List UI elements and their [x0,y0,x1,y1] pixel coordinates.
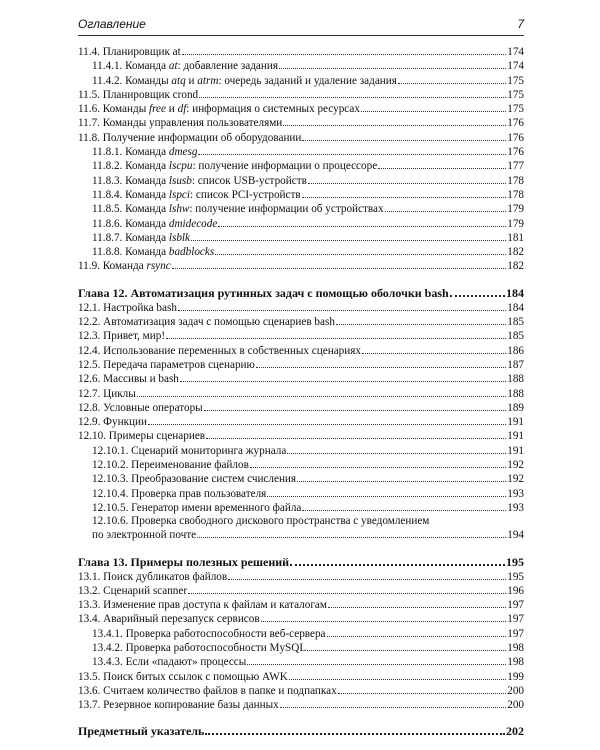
toc-leader [287,453,506,454]
toc-entry[interactable] [78,401,524,415]
toc-entry-title: Планировщик at [102,46,181,58]
toc-page-number: 191 [507,430,524,443]
toc-entry[interactable] [78,88,524,102]
toc-leader [302,140,506,141]
toc-entry[interactable] [78,174,524,188]
toc-entry[interactable] [78,684,524,698]
toc-leader [327,636,507,637]
toc-leader [338,693,506,694]
header-rule [78,35,524,36]
toc-entry-title-mid: и [166,103,178,116]
toc-entry-number: 11.8.1. [92,146,123,159]
toc-leader [398,83,506,84]
toc-page-number: 175 [507,88,524,101]
toc-entry[interactable] [78,387,524,401]
toc-entry[interactable] [78,344,524,358]
toc-entry-command: atrm [197,74,219,87]
toc-entry[interactable] [78,515,524,528]
toc-entry-title: Передача параметров сценарию [103,358,255,371]
toc-entry-title-suffix: : очередь заданий и удаление задания [218,74,397,87]
toc-page-number: 189 [507,401,524,414]
toc-page-number: 192 [507,473,524,486]
toc-page-number: 176 [507,146,524,159]
toc-leader [336,324,506,325]
toc-page-number: 200 [507,684,524,697]
toc-entry-command: rsync [146,260,171,273]
toc-page-number: 188 [507,387,524,400]
toc-entry-title-prefix: Команды [125,74,172,87]
toc-entry-title-mid: и [185,74,198,87]
toc-entry[interactable] [78,472,524,486]
toc-entry[interactable] [78,329,524,343]
toc-entry[interactable] [78,301,524,315]
toc-leader [450,295,505,297]
toc-entry[interactable] [78,570,524,584]
toc-page-number: 175 [507,74,524,87]
toc-page-number: 197 [507,613,524,626]
toc-page-number: 185 [507,330,524,343]
toc-page-number: 192 [507,459,524,472]
toc-entry-number: 11.5. [78,88,100,101]
toc-entry-number: 13.3. [78,599,101,612]
toc-leader [385,211,507,212]
toc-entry[interactable] [78,231,524,245]
toc-entry-title: Настройка bash [103,301,177,314]
toc-entry-title: Проверка свободного дискового пространства с уведомлением [131,515,430,528]
toc-leader [378,168,506,169]
toc-entry-command: lsusb [168,174,192,187]
toc-entry-command: lsblk [168,231,190,244]
toc-page-number: 195 [506,554,524,569]
toc-entry-number: 12.5. [78,358,101,371]
header-title: Оглавление [78,17,146,31]
toc-leader [198,154,506,155]
toc-entry[interactable] [78,372,524,386]
toc-entry-title-suffix: : получение информации о процессоре [192,160,378,173]
toc-leader [308,183,506,184]
toc-leader [361,111,506,112]
toc-leader [261,621,507,622]
toc-index[interactable] [78,723,524,739]
toc-entry-title: Сценарий scanner [103,584,188,597]
toc-page-number: 196 [507,584,524,597]
toc-leader [280,707,507,708]
toc-entry-title: Преобразование систем счисления [131,473,297,486]
toc-page-number: 199 [507,670,524,683]
toc-page-number: 198 [507,641,524,654]
toc-entry-title: Сценарий мониторинга журнала [131,444,287,457]
toc-page-number: 193 [507,501,524,514]
toc-entry-command: free [149,103,166,116]
toc-entry-number: 11.4.2. [92,74,123,87]
toc-entry-title: Проверка прав пользователя [131,487,267,500]
toc-entry-title: Считаем количество файлов в папке и подпапках [103,684,337,697]
toc-entry-title-suffix: : список PCI-устройств [190,188,301,201]
toc-entry-title-prefix: Команда [125,217,169,230]
toc-entry-number: 12.6. [78,373,101,386]
toc-page-number: 195 [507,570,524,583]
toc-entry-command: atq [171,74,186,87]
toc-entry-command: lspci [168,188,190,201]
toc-chapter-title: Глава 13. Примеры полезных решений [78,554,290,569]
toc-entry-title: Проверка работоспособности MySQL [125,641,307,654]
toc-entry-number: 11.7. [78,117,100,130]
toc-entry-title-suffix: : информация о системных ресурсах [186,103,360,116]
table-of-contents [78,45,524,739]
toc-entry-number: 12.10.5. [92,501,129,514]
toc-entry[interactable] [78,259,524,273]
toc-leader [362,353,506,354]
toc-entry-number: 13.4.2. [92,641,123,654]
toc-leader [178,310,506,311]
toc-entry-number: 11.8.4. [92,188,123,201]
toc-entry-number: 12.10.6. [92,515,129,528]
toc-entry[interactable] [78,444,524,458]
header-page-number: 7 [517,17,524,31]
toc-leader [302,197,507,198]
toc-leader [166,338,506,339]
toc-page-number: 197 [507,627,524,640]
toc-entry-title: Генератор имени временного файла [131,501,302,514]
toc-entry-title: Примеры сценариев [108,430,206,443]
toc-entry-title-prefix: Команда [125,203,169,216]
toc-leader [182,54,506,55]
toc-chapter-title: Глава 12. Автоматизация рутинных задач с помощью оболочки bash [78,285,449,300]
toc-entry-title-prefix: Команда [125,160,169,173]
toc-entry-title: Аварийный перезапуск сервисов [103,613,260,626]
toc-entry[interactable] [78,458,524,472]
toc-entry[interactable] [78,627,524,641]
toc-page-number: 179 [507,217,524,230]
toc-entry-number: 13.7. [78,699,101,712]
toc-entry-title: Поиск битых ссылок с помощью AWK [103,670,288,683]
toc-leader [191,240,506,241]
toc-page-number: 197 [507,599,524,612]
toc-page-number: 187 [507,358,524,371]
toc-group-chapter-11 [78,45,524,274]
toc-entry[interactable] [78,584,524,598]
toc-page-number: 175 [507,103,524,116]
toc-leader [228,579,506,580]
toc-entry-number: 12.7. [78,387,101,400]
toc-entry-title-suffix: : получение информации об устройствах [189,203,384,216]
toc-entry-number: 11.9. [78,260,100,273]
toc-leader [188,593,506,594]
toc-page-number: 174 [507,60,524,73]
toc-entry-number: 11.8.5. [92,203,123,216]
toc-leader [283,125,506,126]
toc-entry-title: Привет, мир! [103,330,166,343]
toc-entry-number: 11.8.6. [92,217,123,230]
toc-entry-title-suffix: : добавление задания [177,60,278,73]
toc-entry-title-prefix: Команда [102,260,147,273]
toc-leader [148,424,506,425]
toc-leader [307,650,506,651]
toc-page-number: 176 [507,117,524,130]
toc-page-number: 194 [507,529,524,542]
toc-entry-title-suffix: : список USB-устройств [191,174,307,187]
toc-entry[interactable] [78,159,524,173]
toc-entry-title: Переименование файлов [131,459,249,472]
toc-entry-title-cont: по электронной почте [92,529,197,542]
toc-leader [290,564,505,566]
toc-entry[interactable] [78,641,524,655]
toc-entry-command: lscpu [168,160,193,173]
toc-entry-number: 11.4. [78,46,100,58]
toc-entry-number: 13.4.3. [92,656,123,669]
toc-page-number: 185 [507,316,524,329]
running-header [78,14,524,34]
toc-entry[interactable] [78,217,524,231]
toc-entry-command: lshw [168,203,190,216]
toc-leader [289,679,506,680]
toc-page-number: 182 [507,246,524,259]
toc-entry[interactable] [78,74,524,88]
toc-entry-number: 12.10.4. [92,487,129,500]
toc-entry[interactable] [78,415,524,429]
toc-entry-number: 13.4. [78,613,101,626]
toc-entry-number: 11.8.2. [92,160,123,173]
toc-page-number: 184 [507,301,524,314]
toc-leader [197,537,506,538]
toc-leader [180,381,506,382]
toc-entry-number: 12.10.3. [92,473,129,486]
toc-entry-number: 11.8.3. [92,174,123,187]
toc-leader [215,254,506,255]
toc-leader [297,481,506,482]
toc-page-number: 182 [507,260,524,273]
toc-entry-number: 13.4.1. [92,627,123,640]
toc-entry[interactable] [78,188,524,202]
toc-entry-title: Получение информации об оборудовании [102,131,302,144]
toc-entry-command: dmidecode [168,217,218,230]
toc-entry-number: 12.8. [78,401,101,414]
toc-page-number: 191 [507,416,524,429]
toc-entry[interactable] [78,698,524,712]
toc-entry-title: Циклы [103,387,136,400]
toc-entry[interactable] [78,487,524,501]
toc-leader [172,268,507,269]
toc-entry-title: Проверка работоспособности веб-сервера [125,627,326,640]
toc-page-number: 193 [507,487,524,500]
toc-entry-title: Поиск дубликатов файлов [103,570,228,583]
toc-entry[interactable] [78,131,524,145]
toc-leader [204,410,507,411]
toc-entry-title: Изменение прав доступа к файлам и каталогам [103,599,327,612]
toc-entry-title-prefix: Команда [125,188,169,201]
toc-entry[interactable] [78,358,524,372]
toc-entry-title: Функции [103,416,147,429]
toc-entry-command: dmesg [168,146,198,159]
toc-page-number: 174 [507,46,524,58]
toc-page-number: 176 [507,131,524,144]
toc-entry[interactable] [78,315,524,329]
toc-leader [137,396,506,397]
toc-entry[interactable] [78,59,524,73]
toc-entry-number: 12.10.2. [92,459,129,472]
toc-entry-title: Массивы и bash [103,373,179,386]
toc-entry-number: 13.6. [78,684,101,697]
toc-page-number: 178 [507,174,524,187]
toc-entry-number: 13.2. [78,584,101,597]
toc-entry[interactable] [78,145,524,159]
toc-entry[interactable] [78,102,524,116]
toc-entry[interactable] [78,45,524,59]
toc-chapter-13[interactable] [78,554,524,570]
toc-entry-number: 12.10.1. [92,444,129,457]
toc-entry-number: 12.10. [78,430,106,443]
toc-entry-title-prefix: Команда [125,246,169,259]
toc-entry-number: 12.1. [78,301,101,314]
toc-entry[interactable] [78,598,524,612]
toc-entry-title-prefix: Команда [125,231,169,244]
toc-entry[interactable] [78,655,524,669]
toc-entry-title: Автоматизация задач с помощью сценариев bash [103,316,335,329]
toc-page-number: 178 [507,188,524,201]
toc-entry-number: 13.5. [78,670,101,683]
toc-entry[interactable] [78,670,524,684]
toc-entry-number: 12.4. [78,344,101,357]
toc-entry-number: 12.3. [78,330,101,343]
toc-page-number: 177 [507,160,524,173]
toc-leader [250,467,506,468]
toc-leader [206,438,506,439]
toc-group-chapter-13 [78,570,524,713]
toc-entry-number: 11.4.1. [92,60,123,73]
toc-page-number: 179 [507,203,524,216]
toc-entry-title: Если «падают» процессы [125,656,247,669]
toc-leader [218,226,506,227]
toc-index-title: Предметный указатель [78,724,205,739]
toc-page-number: 200 [507,699,524,712]
toc-group-chapter-12 [78,301,524,515]
toc-entry-number: 12.9. [78,416,101,429]
toc-leader [205,733,505,735]
toc-entry-title: Использование переменных в собственных сценариях [103,344,361,357]
toc-leader [247,664,506,665]
toc-entry[interactable] [78,501,524,515]
toc-entry[interactable] [78,429,524,443]
toc-entry[interactable] [78,245,524,259]
toc-leader [267,496,506,497]
toc-entry-title: Планировщик crond [102,88,199,101]
toc-entry[interactable] [78,202,524,216]
toc-entry-title: Команды управления пользователями [102,117,283,130]
toc-page-number: 181 [507,231,524,244]
toc-entry-continuation[interactable] [78,528,524,542]
toc-entry-number: 11.8. [78,131,100,144]
toc-leader [199,97,506,98]
toc-leader [302,510,506,511]
toc-page-number: 198 [507,656,524,669]
toc-leader [279,68,506,69]
toc-page-number: 191 [507,444,524,457]
toc-entry-title: Условные операторы [103,401,203,414]
toc-leader [328,607,506,608]
toc-leader [256,367,506,368]
toc-entry-title-prefix: Команды [102,103,150,116]
toc-entry-title-prefix: Команда [125,174,169,187]
toc-entry[interactable] [78,612,524,626]
toc-entry-title: Резервное копирование базы данных [103,699,279,712]
toc-entry-number: 11.8.8. [92,246,123,259]
toc-entry-command: df [177,103,187,116]
toc-entry-title-prefix: Команда [125,146,169,159]
toc-entry-number: 13.1. [78,570,101,583]
toc-entry-title-prefix: Команда [125,60,169,73]
toc-page-number: 188 [507,373,524,386]
toc-entry-command: badblocks [168,246,215,259]
toc-entry-number: 12.2. [78,316,101,329]
toc-entry[interactable] [78,116,524,130]
toc-page-number: 184 [506,285,524,300]
toc-entry-number: 11.8.7. [92,231,123,244]
toc-page-number: 186 [507,344,524,357]
toc-entry-number: 11.6. [78,103,100,116]
toc-entry-command: at [168,60,178,73]
toc-chapter-12[interactable] [78,285,524,301]
toc-page-number: 202 [506,724,524,739]
